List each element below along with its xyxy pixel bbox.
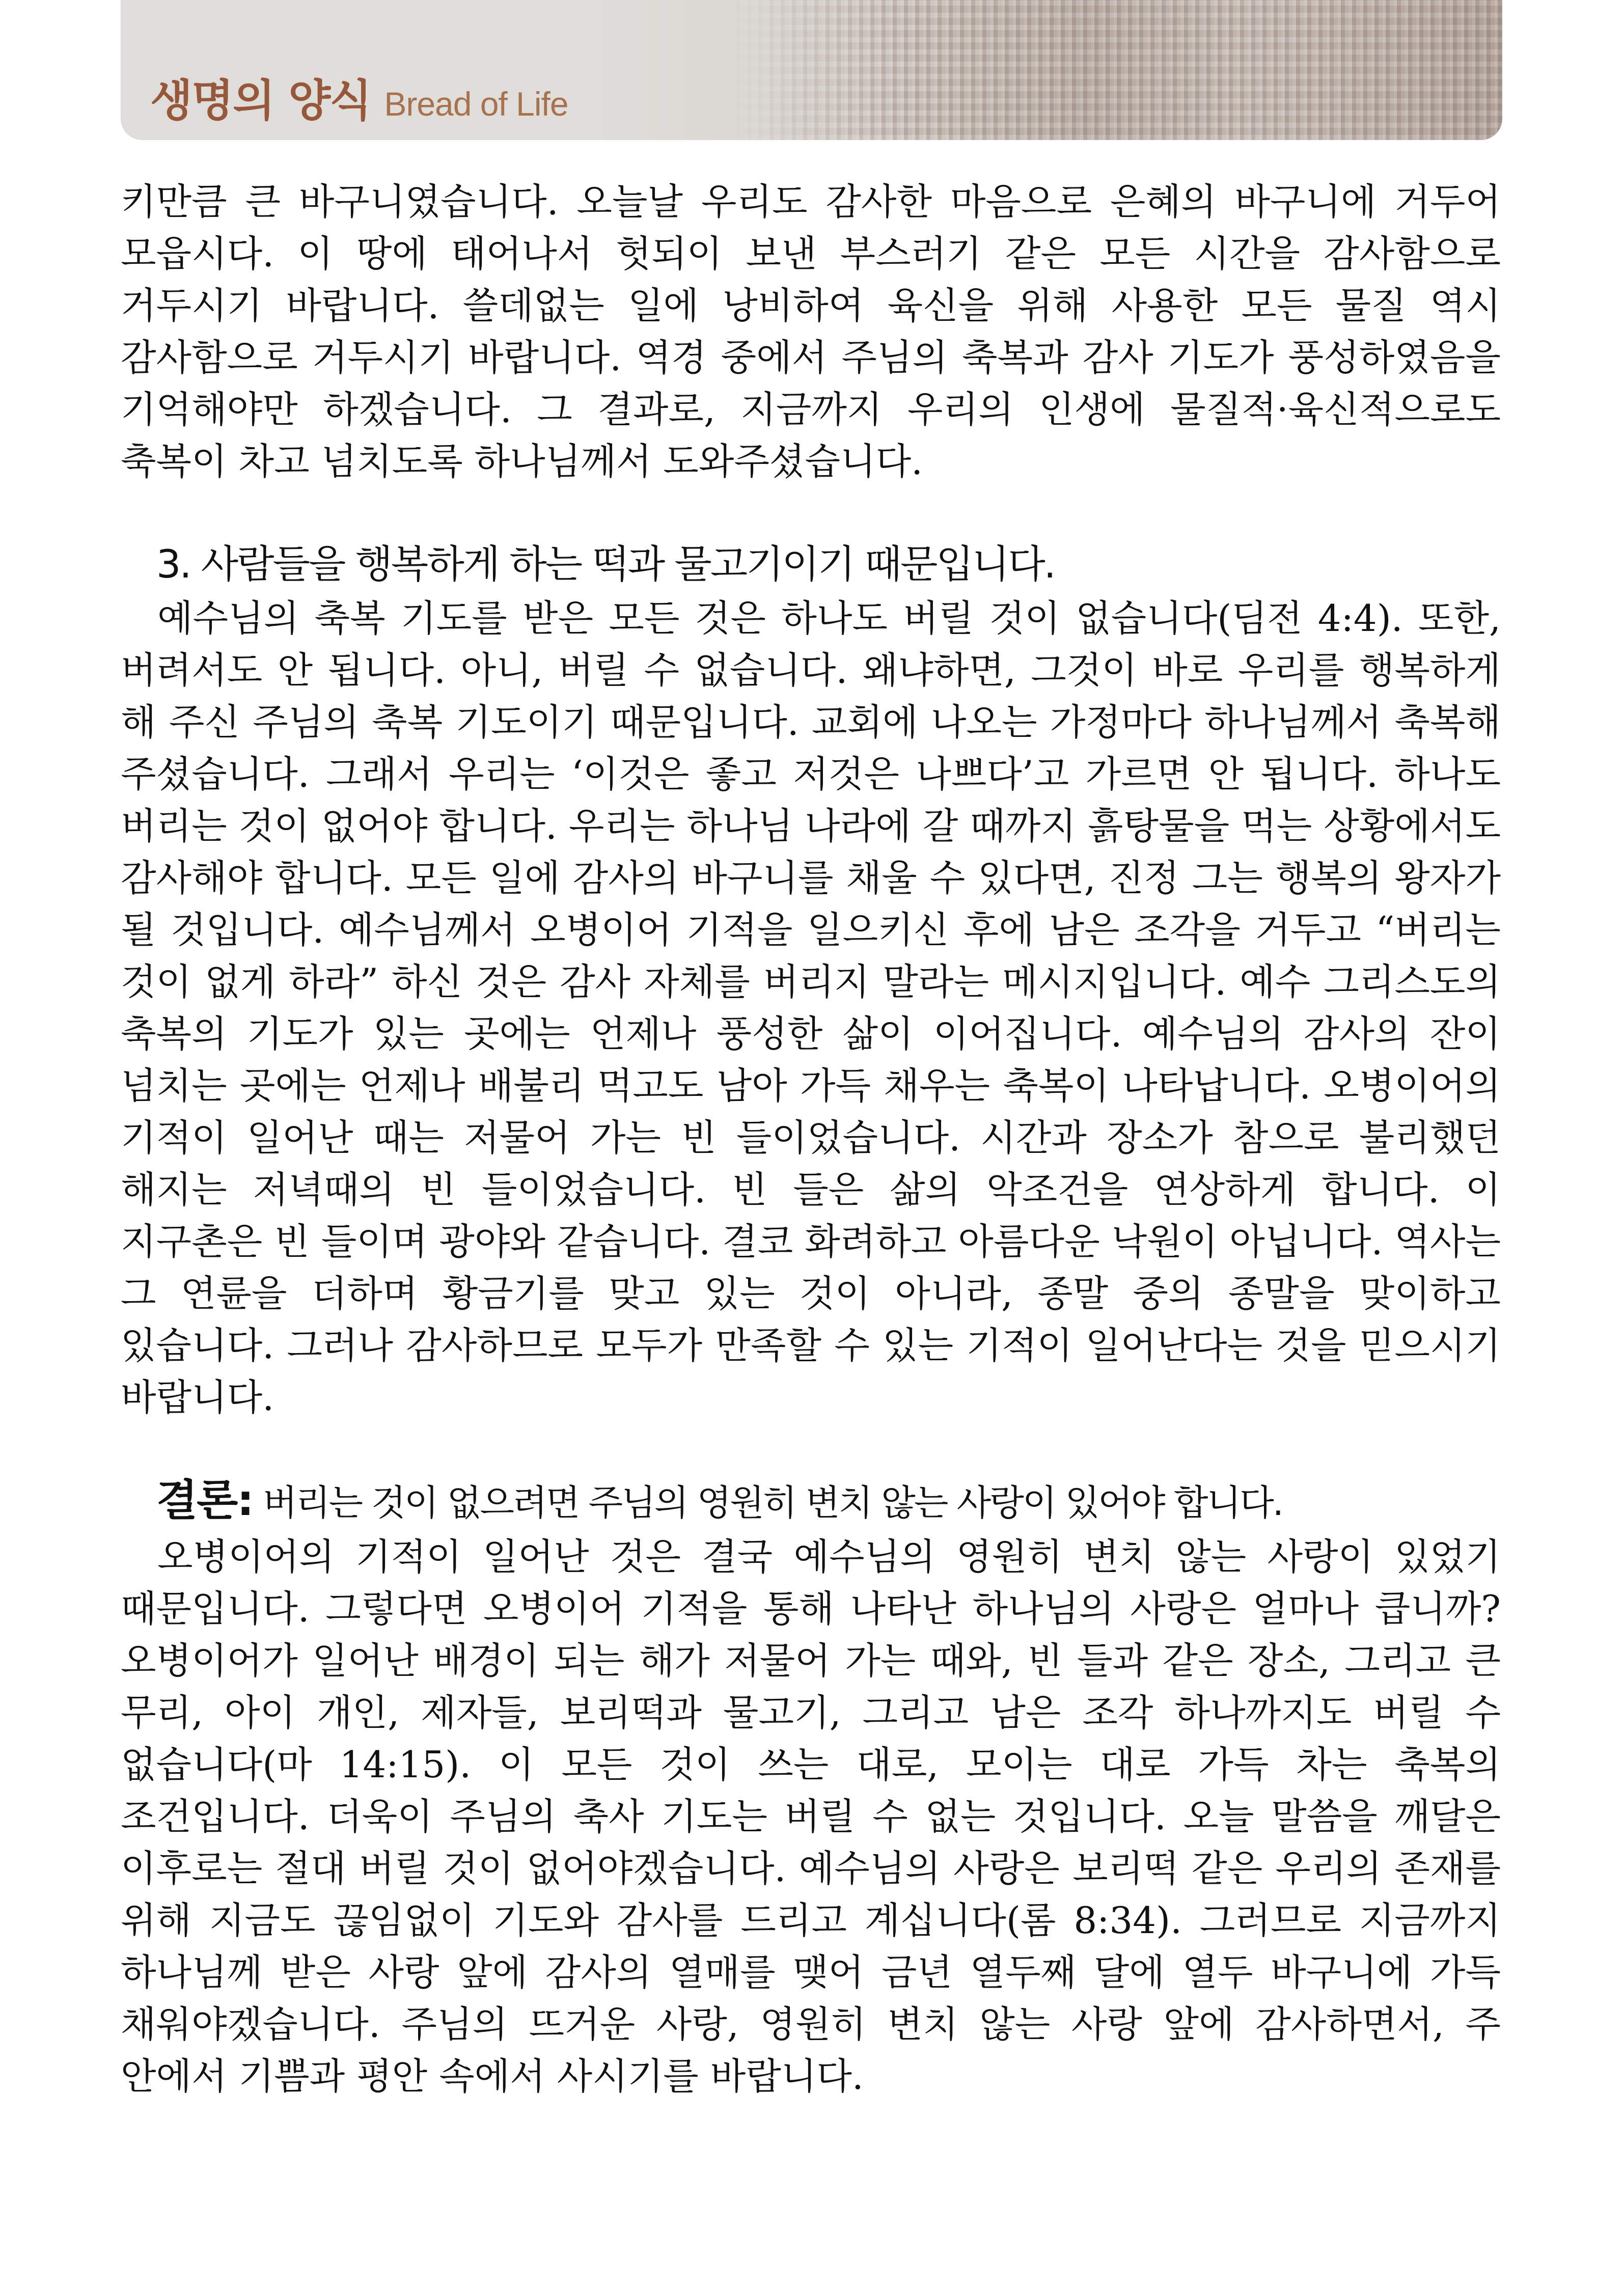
- conclusion-paragraph: 오병이어의 기적이 일어난 것은 결국 예수님의 영원히 변치 않는 사랑이 있었기 때문입니다. 그렇다면 오병이어 기적을 통해 나타난 하나님의 사랑은 얼마나 큽니까? 오병이어가 일어난 배경이 되는 해가 저물어 가는 때와, 빈 들과 같은 장소, 그리고 큰 무리, 아이 개인, 제자들, 보리떡과 물고기, 그리고 남은 조각 하나까지도 버릴 수 없습니다(마 14:15). 이 모든 것이 쓰는 대로, 모이는 대로 가득 차는 축복의 조건입니다. 더욱이 주님의 축사 기도는 버릴 수 없는 것입니다. 오늘 말씀을 깨달은 이후로는 절대 버릴 것이 없어야겠습니다. 예수님의 사랑은 보리떡 같은 우리의 존재를 위해 지금도 끊임없이 기도와 감사를 드리고 계십니다(롬 8:34). 그러므로 지금까지 하나님께 받은 사랑 앞에 감사의 열매를 맺어 금년 열두째 달에 열두 바구니에 가득 채워야겠습니다. 주님의 뜨거운 사랑, 영원히 변치 않는 사랑 앞에 감사하면서, 주 안에서 기쁨과 평안 속에서 사시기를 바랍니다.: [121, 1535, 1501, 2098]
- article-body: [121, 176, 1501, 2102]
- header-title-english: Bread of Life: [384, 85, 568, 123]
- section-3-paragraph: 예수님의 축복 기도를 받은 모든 것은 하나도 버릴 것이 없습니다(딤전 4:4). 또한, 버려서도 안 됩니다. 아니, 버릴 수 없습니다. 왜냐하면, 그것이 바로 우리를 행복하게 해 주신 주님의 축복 기도이기 때문입니다. 교회에 나오는 가정마다 하나님께서 축복해 주셨습니다. 그래서 우리는 ‘이것은 좋고 저것은 나쁘다’고 가르면 안 됩니다. 하나도 버리는 것이 없어야 합니다. 우리는 하나님 나라에 갈 때까지 흙탕물을 먹는 상황에서도 감사해야 합니다. 모든 일에 감사의 바구니를 채울 수 있다면, 진정 그는 행복의 왕자가 될 것입니다. 예수님께서 오병이어 기적을 일으키신 후에 남은 조각을 거두고 “버리는 것이 없게 하라” 하신 것은 감사 자체를 버리지 말라는 메시지입니다. 예수 그리스도의 축복의 기도가 있는 곳에는 언제나 풍성한 삶이 이어집니다. 예수님의 감사의 잔이 넘치는 곳에는 언제나 배불리 먹고도 남아 가득 채우는 축복이 나타납니다. 오병이어의 기적이 일어난 때는 저물어 가는 빈 들이었습니다. 시간과 장소가 참으로 불리했던 해지는 저녁때의 빈 들이었습니다. 빈 들은 삶의 악조건을 연상하게 합니다. 이 지구촌은 빈 들이며 광야와 같습니다. 결코 화려하고 아름다운 낙원이 아닙니다. 역사는 그 연륜을 더하며 황금기를 맞고 있는 것이 아니라, 종말 중의 종말을 맞이하고 있습니다. 그러나 감사하므로 모두가 만족할 수 있는 기적이 일어난다는 것을 믿으시기 바랍니다.: [121, 597, 1501, 1419]
- header-background-image: [722, 0, 1502, 140]
- section-3-heading: 3. 사람들을 행복하게 하는 떡과 물고기이기 때문입니다.: [156, 541, 1055, 587]
- conclusion-heading: [121, 1472, 1501, 1531]
- conclusion-summary: 버리는 것이 없으려면 주님의 영원히 변치 않는 사랑이 있어야 합니다.: [253, 1482, 1283, 1524]
- header-banner: [121, 0, 1502, 140]
- intro-paragraph: 키만큼 큰 바구니였습니다. 오늘날 우리도 감사한 마음으로 은혜의 바구니에 거두어 모읍시다. 이 땅에 태어나서 헛되이 보낸 부스러기 같은 모든 시간을 감사함으로 거두시기 바랍니다. 쓸데없는 일에 낭비하여 육신을 위해 사용한 모든 물질 역시 감사함으로 거두시기 바랍니다. 역경 중에서 주님의 축복과 감사 기도가 풍성하였음을 기억해야만 하겠습니다. 그 결과로, 지금까지 우리의 인생에 물질적·육신적으로도 축복이 차고 넘치도록 하나님께서 도와주셨습니다.: [121, 180, 1501, 483]
- conclusion-label: 결론:: [156, 1475, 253, 1525]
- page-header-title: [150, 65, 568, 128]
- header-title-korean: 생명의 양식: [150, 75, 371, 126]
